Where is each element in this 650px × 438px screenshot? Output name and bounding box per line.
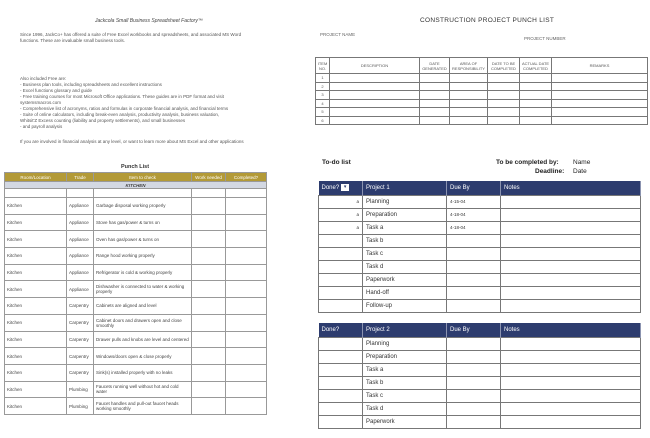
notes-cell[interactable] bbox=[501, 363, 641, 376]
cell[interactable] bbox=[330, 99, 420, 108]
cell-completed[interactable] bbox=[226, 198, 267, 215]
task-cell[interactable]: Planning bbox=[363, 337, 447, 350]
cell-item: Cabinets are aligned and level bbox=[94, 298, 192, 315]
cell-trade: Appliance bbox=[67, 248, 94, 265]
intro-list-item: - Free training courses for most Microsoft Office applications. These guides are in PDF format and visit bbox=[20, 94, 224, 99]
table-row bbox=[319, 337, 641, 350]
table-row bbox=[5, 214, 267, 231]
due-header: Due By bbox=[447, 181, 501, 195]
task-cell[interactable]: Preparation bbox=[363, 208, 447, 221]
task-cell[interactable]: Paperwork bbox=[363, 273, 447, 286]
notes-header: Notes bbox=[501, 323, 641, 337]
intro-list-item: - Business plan tools, including spreadsheets and excellent instructions bbox=[20, 82, 162, 87]
intro-footer: If you are involved in financial analysis at any level, or want to learn more about MS Excel and other applications bbox=[20, 139, 244, 144]
table-row bbox=[316, 91, 648, 100]
due-cell[interactable] bbox=[447, 286, 501, 299]
construction-punch-list-table bbox=[315, 57, 648, 125]
column-header: DESCRIPTION bbox=[330, 58, 420, 74]
cell[interactable] bbox=[488, 99, 520, 108]
item-number: 1 bbox=[316, 74, 330, 83]
task-cell[interactable]: Paperwork bbox=[363, 415, 447, 428]
column-header: Work needed bbox=[192, 173, 226, 182]
spacer-row bbox=[5, 189, 267, 198]
column-header: Room/Location bbox=[5, 173, 67, 182]
table-row bbox=[5, 264, 267, 281]
done-cell[interactable] bbox=[319, 363, 363, 376]
done-cell[interactable] bbox=[319, 299, 363, 312]
cell-work-needed[interactable] bbox=[192, 248, 226, 265]
cell-trade: Carpentry bbox=[67, 364, 94, 381]
dropdown-arrow-icon[interactable]: ▾ bbox=[341, 184, 349, 191]
cell-work-needed[interactable] bbox=[192, 231, 226, 248]
done-cell[interactable] bbox=[319, 389, 363, 402]
cell-item: Range hood working properly bbox=[94, 248, 192, 265]
project-name-label: PROJECT NAME bbox=[320, 32, 356, 37]
table-row bbox=[319, 415, 641, 428]
column-header: DATE TO BE COMPLETED bbox=[488, 58, 520, 74]
cell-completed[interactable] bbox=[226, 398, 267, 415]
cell[interactable] bbox=[488, 108, 520, 117]
done-cell[interactable] bbox=[319, 376, 363, 389]
cell-trade: Appliance bbox=[67, 214, 94, 231]
cell[interactable] bbox=[330, 74, 420, 83]
cell-work-needed[interactable] bbox=[192, 348, 226, 365]
done-cell[interactable] bbox=[319, 350, 363, 363]
cell-location: Kitchen bbox=[5, 281, 67, 298]
done-header: Done? bbox=[319, 323, 363, 337]
task-cell[interactable]: Planning bbox=[363, 195, 447, 208]
intro-title: Jackcola Small Business Spreadsheet Factory™ bbox=[95, 18, 203, 24]
task-cell[interactable]: Preparation bbox=[363, 350, 447, 363]
cell-work-needed[interactable] bbox=[192, 264, 226, 281]
cell-work-needed[interactable] bbox=[192, 281, 226, 298]
notes-cell[interactable] bbox=[501, 221, 641, 234]
done-header[interactable] bbox=[319, 181, 363, 195]
due-cell[interactable] bbox=[447, 415, 501, 428]
cell-completed[interactable] bbox=[226, 364, 267, 381]
due-cell[interactable] bbox=[447, 247, 501, 260]
done-cell[interactable] bbox=[319, 337, 363, 350]
table-row bbox=[5, 398, 267, 415]
task-cell[interactable]: Task b bbox=[363, 234, 447, 247]
table-row bbox=[319, 208, 641, 221]
cell-location: Kitchen bbox=[5, 314, 67, 331]
cell-item: Faucets running well without hot and cold water bbox=[94, 381, 192, 398]
cell-work-needed[interactable] bbox=[192, 314, 226, 331]
cell[interactable] bbox=[450, 82, 488, 91]
cell[interactable] bbox=[520, 99, 552, 108]
due-cell[interactable] bbox=[447, 260, 501, 273]
intro-list-head: Also included Free are: bbox=[20, 76, 67, 81]
cell-trade: Carpentry bbox=[67, 298, 94, 315]
cell[interactable] bbox=[552, 91, 648, 100]
notes-cell[interactable] bbox=[501, 260, 641, 273]
cell[interactable] bbox=[520, 108, 552, 117]
table-row bbox=[316, 116, 648, 125]
task-cell[interactable]: Task d bbox=[363, 260, 447, 273]
cell-trade: Appliance bbox=[67, 281, 94, 298]
intro-line: Since 1996, JackCo+ has offered a suite of Free Excel workbooks and spreadsheets, and associated MS Word bbox=[20, 32, 242, 37]
cell-location: Kitchen bbox=[5, 298, 67, 315]
due-cell[interactable] bbox=[447, 299, 501, 312]
cell-trade: Appliance bbox=[67, 231, 94, 248]
table-row bbox=[319, 402, 641, 415]
table-row bbox=[5, 248, 267, 265]
table-row bbox=[316, 82, 648, 91]
done-cell[interactable]: a bbox=[319, 221, 363, 234]
column-header: ITEM NO. bbox=[316, 58, 330, 74]
task-cell[interactable]: Task d bbox=[363, 402, 447, 415]
todo-list-label: To-do list bbox=[322, 159, 351, 166]
cell-work-needed[interactable] bbox=[192, 331, 226, 348]
task-cell[interactable]: Task a bbox=[363, 221, 447, 234]
cell-completed[interactable] bbox=[226, 298, 267, 315]
notes-header: Notes bbox=[501, 181, 641, 195]
cell-location: Kitchen bbox=[5, 248, 67, 265]
cell[interactable] bbox=[330, 82, 420, 91]
deadline-label: Deadline: bbox=[535, 168, 565, 175]
due-cell[interactable] bbox=[447, 350, 501, 363]
table-row bbox=[319, 273, 641, 286]
table-row bbox=[5, 331, 267, 348]
notes-cell[interactable] bbox=[501, 415, 641, 428]
cell-location: Kitchen bbox=[5, 398, 67, 415]
intro-list-item: - Comprehensive list of acronyms, ratios and formulas in corporate financial analysis, and financial terms bbox=[20, 106, 229, 111]
column-header: Trade bbox=[67, 173, 94, 182]
done-cell[interactable] bbox=[319, 286, 363, 299]
cell-location: Kitchen bbox=[5, 231, 67, 248]
cell-location: Kitchen bbox=[5, 381, 67, 398]
cell-completed[interactable] bbox=[226, 331, 267, 348]
table-row bbox=[319, 376, 641, 389]
column-header: Completed? bbox=[226, 173, 267, 182]
cell[interactable] bbox=[488, 74, 520, 83]
table-row bbox=[5, 298, 267, 315]
done-cell[interactable] bbox=[319, 260, 363, 273]
cell-item: Faucet handles and pull-out faucet heads working smoothly bbox=[94, 398, 192, 415]
table-row bbox=[319, 234, 641, 247]
item-number: 5 bbox=[316, 108, 330, 117]
due-header: Due By bbox=[447, 323, 501, 337]
due-cell[interactable] bbox=[447, 234, 501, 247]
table-row bbox=[5, 231, 267, 248]
table-row bbox=[5, 198, 267, 215]
cell-trade: Appliance bbox=[67, 264, 94, 281]
due-cell[interactable] bbox=[447, 337, 501, 350]
intro-list-item: Whitsit'Z Excess counting (liability and property settlements), and small businesses bbox=[20, 118, 186, 123]
cell-item: Windows/doors open & close properly bbox=[94, 348, 192, 365]
task-cell[interactable]: Task c bbox=[363, 247, 447, 260]
cell-item: Garbage disposal working properly bbox=[94, 198, 192, 215]
cell[interactable] bbox=[330, 116, 420, 125]
cell[interactable] bbox=[420, 91, 450, 100]
notes-cell[interactable] bbox=[501, 376, 641, 389]
cell[interactable] bbox=[450, 74, 488, 83]
construction-punch-list-title: CONSTRUCTION PROJECT PUNCH LIST bbox=[420, 17, 555, 24]
cell-location: Kitchen bbox=[5, 331, 67, 348]
table-row bbox=[5, 381, 267, 398]
notes-cell[interactable] bbox=[501, 389, 641, 402]
cell-trade: Carpentry bbox=[67, 348, 94, 365]
cell-trade: Plumbing bbox=[67, 398, 94, 415]
done-cell[interactable] bbox=[319, 402, 363, 415]
due-cell[interactable] bbox=[447, 402, 501, 415]
cell[interactable] bbox=[450, 116, 488, 125]
task-cell[interactable]: Hand-off bbox=[363, 286, 447, 299]
cell-item: Stove has gas/power & turns on bbox=[94, 214, 192, 231]
cell[interactable] bbox=[552, 116, 648, 125]
cell-location: Kitchen bbox=[5, 264, 67, 281]
cell-location: Kitchen bbox=[5, 214, 67, 231]
cell[interactable] bbox=[420, 116, 450, 125]
column-header: ACTUAL DATE COMPLETED bbox=[520, 58, 552, 74]
column-header: DATE GENERATED bbox=[420, 58, 450, 74]
due-cell[interactable] bbox=[447, 273, 501, 286]
task-cell[interactable]: Follow-up bbox=[363, 299, 447, 312]
cell-trade: Plumbing bbox=[67, 381, 94, 398]
cell-completed[interactable] bbox=[226, 281, 267, 298]
table-row bbox=[319, 299, 641, 312]
cell[interactable] bbox=[420, 82, 450, 91]
section-header-kitchen: KITCHEN bbox=[5, 182, 267, 189]
project-header: Project 1 bbox=[363, 181, 447, 195]
table-row bbox=[316, 108, 648, 117]
cell-item: Cabinet doors and drawers open and close smoothly bbox=[94, 314, 192, 331]
done-cell[interactable] bbox=[319, 415, 363, 428]
intro-block bbox=[20, 18, 290, 44]
done-cell[interactable] bbox=[319, 247, 363, 260]
punch-list bbox=[4, 164, 266, 415]
task-cell[interactable]: Task b bbox=[363, 376, 447, 389]
item-number: 6 bbox=[316, 116, 330, 125]
column-header: Item to check bbox=[94, 173, 192, 182]
cell-work-needed[interactable] bbox=[192, 298, 226, 315]
cell-completed[interactable] bbox=[226, 381, 267, 398]
column-header: REMARKS bbox=[552, 58, 648, 74]
cell[interactable] bbox=[330, 108, 420, 117]
cell-item: Sink(s) installed properly with no leaks bbox=[94, 364, 192, 381]
cell[interactable] bbox=[450, 91, 488, 100]
table-row bbox=[319, 260, 641, 273]
cell-trade: Carpentry bbox=[67, 314, 94, 331]
cell-completed[interactable] bbox=[226, 348, 267, 365]
cell[interactable] bbox=[488, 116, 520, 125]
cell[interactable] bbox=[420, 108, 450, 117]
cell[interactable] bbox=[450, 108, 488, 117]
due-cell[interactable] bbox=[447, 376, 501, 389]
cell[interactable] bbox=[330, 91, 420, 100]
notes-cell[interactable] bbox=[501, 195, 641, 208]
punch-list-table bbox=[4, 172, 267, 415]
notes-cell[interactable] bbox=[501, 273, 641, 286]
cell-item: Oven has gas/power & turns on bbox=[94, 231, 192, 248]
cell[interactable] bbox=[552, 99, 648, 108]
cell-completed[interactable] bbox=[226, 214, 267, 231]
due-cell[interactable] bbox=[447, 389, 501, 402]
notes-cell[interactable] bbox=[501, 208, 641, 221]
table-row bbox=[5, 364, 267, 381]
intro-list-item: - Suite of online calculators, including break-even analysis, productivity analysis, business valuation, bbox=[20, 112, 220, 117]
notes-cell[interactable] bbox=[501, 286, 641, 299]
notes-cell[interactable] bbox=[501, 350, 641, 363]
notes-cell[interactable] bbox=[501, 402, 641, 415]
cell-trade: Carpentry bbox=[67, 331, 94, 348]
cell[interactable] bbox=[520, 74, 552, 83]
intro-list-item: systemsmacros.com bbox=[20, 100, 62, 105]
cell-item: Dishwasher is connected to water & working properly bbox=[94, 281, 192, 298]
todo-table-project-1 bbox=[318, 181, 641, 313]
completed-by-name[interactable]: Name bbox=[573, 159, 591, 166]
punch-list-title: Punch List bbox=[120, 164, 150, 170]
due-cell[interactable] bbox=[447, 363, 501, 376]
cell[interactable] bbox=[520, 116, 552, 125]
table-row bbox=[319, 350, 641, 363]
cell-work-needed[interactable] bbox=[192, 364, 226, 381]
cell-completed[interactable] bbox=[226, 248, 267, 265]
cell-work-needed[interactable] bbox=[192, 398, 226, 415]
cell-location: Kitchen bbox=[5, 198, 67, 215]
project-header: Project 2 bbox=[363, 323, 447, 337]
cell[interactable] bbox=[488, 91, 520, 100]
table-row bbox=[316, 99, 648, 108]
column-header: AREA OF RESPONSIBILITY bbox=[450, 58, 488, 74]
cell[interactable] bbox=[552, 82, 648, 91]
table-row bbox=[316, 74, 648, 83]
table-row bbox=[5, 314, 267, 331]
cell-completed[interactable] bbox=[226, 314, 267, 331]
cell[interactable] bbox=[420, 99, 450, 108]
table-row bbox=[319, 286, 641, 299]
done-cell[interactable] bbox=[319, 273, 363, 286]
cell-completed[interactable] bbox=[226, 231, 267, 248]
cell-item: Drawer pulls and knobs are level and centered bbox=[94, 331, 192, 348]
intro-line: functions. These are invaluable small business tools. bbox=[20, 38, 125, 43]
intro-list bbox=[20, 76, 290, 130]
notes-cell[interactable] bbox=[501, 247, 641, 260]
cell[interactable] bbox=[450, 99, 488, 108]
cell[interactable] bbox=[552, 108, 648, 117]
deadline-date[interactable]: Date bbox=[573, 168, 587, 175]
cell[interactable] bbox=[552, 74, 648, 83]
table-row bbox=[319, 247, 641, 260]
done-cell[interactable]: a bbox=[319, 195, 363, 208]
item-number: 3 bbox=[316, 91, 330, 100]
cell-location: Kitchen bbox=[5, 364, 67, 381]
done-header-label: Done? bbox=[321, 185, 340, 192]
table-row bbox=[319, 195, 641, 208]
cell-work-needed[interactable] bbox=[192, 198, 226, 215]
due-cell[interactable]: 4-18-04 bbox=[447, 221, 501, 234]
done-cell[interactable]: a bbox=[319, 208, 363, 221]
notes-cell[interactable] bbox=[501, 337, 641, 350]
due-cell[interactable]: 4-15-04 bbox=[447, 195, 501, 208]
notes-cell[interactable] bbox=[501, 234, 641, 247]
table-row bbox=[319, 389, 641, 402]
cell[interactable] bbox=[520, 91, 552, 100]
table-row bbox=[5, 281, 267, 298]
cell[interactable] bbox=[520, 82, 552, 91]
cell-location: Kitchen bbox=[5, 348, 67, 365]
done-cell[interactable] bbox=[319, 234, 363, 247]
cell[interactable] bbox=[420, 74, 450, 83]
cell-work-needed[interactable] bbox=[192, 381, 226, 398]
project-number-label: PROJECT NUMBER bbox=[524, 36, 566, 41]
item-number: 4 bbox=[316, 99, 330, 108]
completed-by-label: To be completed by: bbox=[496, 159, 559, 166]
due-cell[interactable]: 4-18-04 bbox=[447, 208, 501, 221]
todo-table-project-2 bbox=[318, 323, 641, 429]
task-cell[interactable]: Task a bbox=[363, 363, 447, 376]
item-number: 2 bbox=[316, 82, 330, 91]
intro-list-item: - and payroll analysis bbox=[20, 124, 63, 129]
task-cell[interactable]: Task c bbox=[363, 389, 447, 402]
table-row bbox=[319, 221, 641, 234]
cell-work-needed[interactable] bbox=[192, 214, 226, 231]
cell-trade: Appliance bbox=[67, 198, 94, 215]
table-row bbox=[5, 348, 267, 365]
cell-item: Refrigerator is cold & working properly bbox=[94, 264, 192, 281]
cell-completed[interactable] bbox=[226, 264, 267, 281]
cell[interactable] bbox=[488, 82, 520, 91]
intro-list-item: - Excel functions glossary and guide bbox=[20, 88, 93, 93]
notes-cell[interactable] bbox=[501, 299, 641, 312]
table-row bbox=[319, 363, 641, 376]
